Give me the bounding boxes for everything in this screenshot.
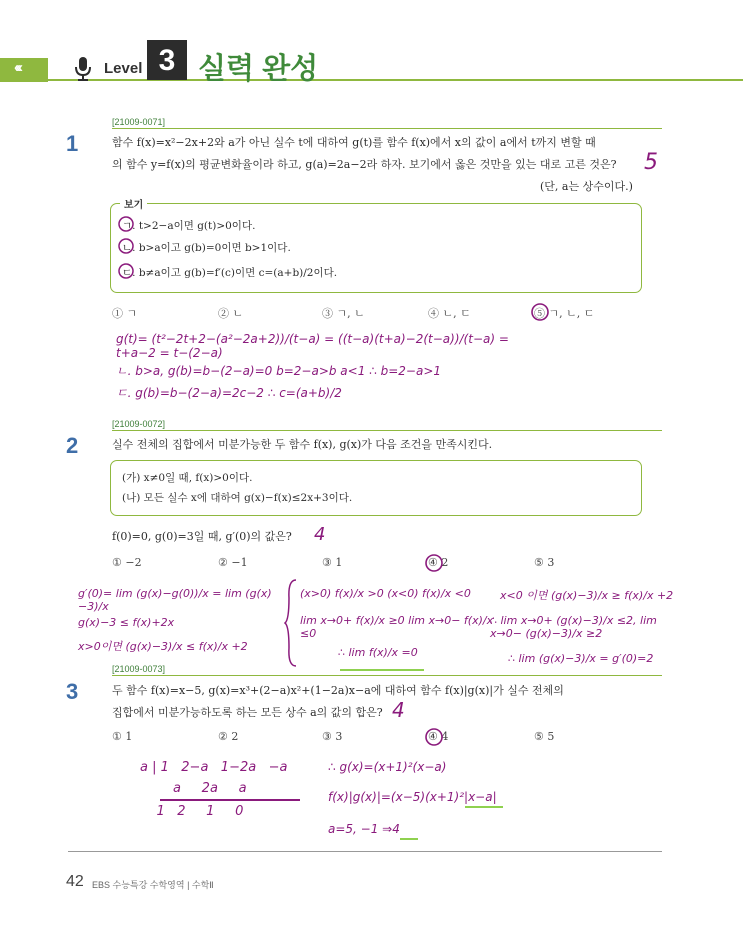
question-number: 3 [66, 679, 79, 704]
handwritten-work-line: ∴ g(x)=(x+1)²(x−a) [328, 760, 447, 774]
handwritten-work-line: ∴ lim (g(x)−3)/x = g′(0)=2 [508, 652, 654, 665]
answer-choice: ② 2 [218, 730, 239, 743]
answer-choice: ④ 2 [428, 556, 449, 569]
box-item: (가) x≠0일 때, f(x)>0이다. [122, 472, 253, 484]
box-item: ㄷ. b≠a이고 g(b)=f′(c)이면 c=(a+b)/2이다. [122, 267, 338, 279]
box-item: ㄴ. b>a이고 g(b)=0이면 b>1이다. [122, 242, 291, 254]
highlight-underline [400, 838, 418, 840]
division-line [160, 799, 300, 801]
answer-choice: ② −1 [218, 556, 248, 569]
level-number: 3 [147, 40, 187, 80]
handwritten-circle-mark [424, 727, 444, 747]
handwritten-work-line: (x>0) f(x)/x >0 (x<0) f(x)/x <0 [300, 587, 471, 600]
header-accent-bar [0, 58, 48, 82]
answer-choice: ① −2 [112, 556, 142, 569]
question-text-line: 집합에서 미분가능하도록 하는 모든 상수 a의 값의 합은? [112, 706, 383, 719]
handwritten-work-line: ㄴ. b>a, g(b)=b−(2−a)=0 b=2−a>b a<1 ∴ b=2−a>1 [116, 364, 442, 378]
question-text-line: 실수 전체의 집합에서 미분가능한 두 함수 f(x), g(x)가 다음 조건을 만족시킨다. [112, 438, 493, 451]
handwritten-work-line: a 2a a [140, 781, 247, 796]
condition-box [110, 460, 642, 516]
question-text-line: 의 함수 y=f(x)의 평균변화율이라 하고, g(a)=2a−2라 하자. 보기에서 옳은 것만을 있는 대로 고른 것은? [112, 158, 617, 171]
question-number: 1 [66, 131, 79, 156]
handwritten-work-line: a | 1 2−a 1−2a −a [140, 760, 288, 775]
page-title: 실력 완성 [198, 53, 319, 85]
answer-choice: ④ ㄴ, ㄷ [428, 307, 471, 320]
question-rule [112, 128, 662, 129]
answer-choice: ② ㄴ [218, 307, 244, 320]
handwritten-work-line: ㄷ. g(b)=b−(2−a)=2c−2 ∴ c=(a+b)/2 [116, 386, 342, 400]
question-number: 2 [66, 433, 79, 458]
handwritten-work-line: ∴ lim x→0+ (g(x)−3)/x ≤2, lim x→0− (g(x)−3)/x ≥2 [490, 614, 657, 640]
answer-choice: ⑤ 3 [534, 556, 555, 569]
handwritten-circle-mark [530, 302, 550, 322]
answer-choice: ① ㄱ [112, 307, 138, 320]
answer-choice: ③ 1 [322, 556, 343, 569]
answer-choice: ④ 4 [428, 730, 449, 743]
level-label: Level [104, 60, 143, 77]
handwritten-circle-mark [424, 553, 444, 573]
question-code: [21009-0073] [112, 664, 166, 674]
handwritten-work-line: ∴ lim f(x)/x =0 [338, 646, 418, 659]
handwritten-work-line: x<0 이면 (g(x)−3)/x ≥ f(x)/x +2 [500, 589, 674, 602]
question-rule [112, 430, 662, 431]
handwritten-work-line: x>0이면 (g(x)−3)/x ≤ f(x)/x +2 [78, 640, 248, 653]
footer-text: EBS 수능특강 수학영역 | 수학Ⅱ [92, 880, 214, 890]
handwritten-work-line: lim x→0+ f(x)/x ≥0 lim x→0− f(x)/x ≤0 [300, 614, 494, 640]
handwritten-answer: 5 [644, 150, 658, 175]
question-text-line: 함수 f(x)=x²−2x+2와 a가 아닌 실수 t에 대하여 g(t)를 함수 f(x)에서 x의 값이 a에서 t까지 변할 때 [112, 136, 596, 149]
handwritten-work-line: g(x)−3 ≤ f(x)+2x [78, 616, 175, 629]
handwritten-work-line: g(t)= (t²−2t+2−(a²−2a+2))/(t−a) = ((t−a)(t+a)−2(t−a))/(t−a) = t+a−2 = t−(2−a) [116, 332, 509, 360]
handwritten-answer: 4 [314, 524, 326, 545]
handwritten-answer: 4 [392, 698, 405, 722]
question-code: [21009-0072] [112, 419, 166, 429]
answer-choice: ⑤ 5 [534, 730, 555, 743]
question-code: [21009-0071] [112, 117, 166, 127]
answer-choice: ③ 3 [322, 730, 343, 743]
handwritten-work-line: f(x)|g(x)|=(x−5)(x+1)²|x−a| [328, 790, 497, 804]
answer-choice: ① 1 [112, 730, 133, 743]
microphone-icon [72, 56, 94, 82]
handwritten-brace [284, 578, 298, 668]
answer-choice: ⑤ ㄱ, ㄴ, ㄷ [534, 307, 595, 320]
header-arrows-icon: ‹‹‹ [14, 59, 20, 76]
question-note: (단, a는 상수이다.) [540, 180, 633, 193]
handwritten-circle-marks [112, 210, 138, 282]
highlight-underline [340, 669, 424, 671]
page-number: 42 [66, 873, 84, 890]
handwritten-work-line: a=5, −1 ⇒4 [328, 822, 400, 836]
question-rule [112, 675, 662, 676]
question-prompt: f(0)=0, g(0)=3일 때, g′(0)의 값은? [112, 530, 292, 543]
box-label: 보기 [120, 196, 147, 211]
highlight-underline [465, 806, 503, 808]
question-text-line: 두 함수 f(x)=x−5, g(x)=x³+(2−a)x²+(1−2a)x−a에 대하여 함수 f(x)|g(x)|가 실수 전체의 [112, 684, 564, 697]
box-item: ㄱ. t>2−a이면 g(t)>0이다. [122, 220, 256, 232]
handwritten-work-line: 1 2 1 0 [140, 804, 244, 819]
handwritten-work-line: g′(0)= lim (g(x)−g(0))/x = lim (g(x)−3)/x [78, 587, 272, 613]
answer-choice: ③ ㄱ, ㄴ [322, 307, 365, 320]
box-item: (나) 모든 실수 x에 대하여 g(x)−f(x)≤2x+3이다. [122, 492, 353, 504]
footer-rule [68, 851, 662, 852]
